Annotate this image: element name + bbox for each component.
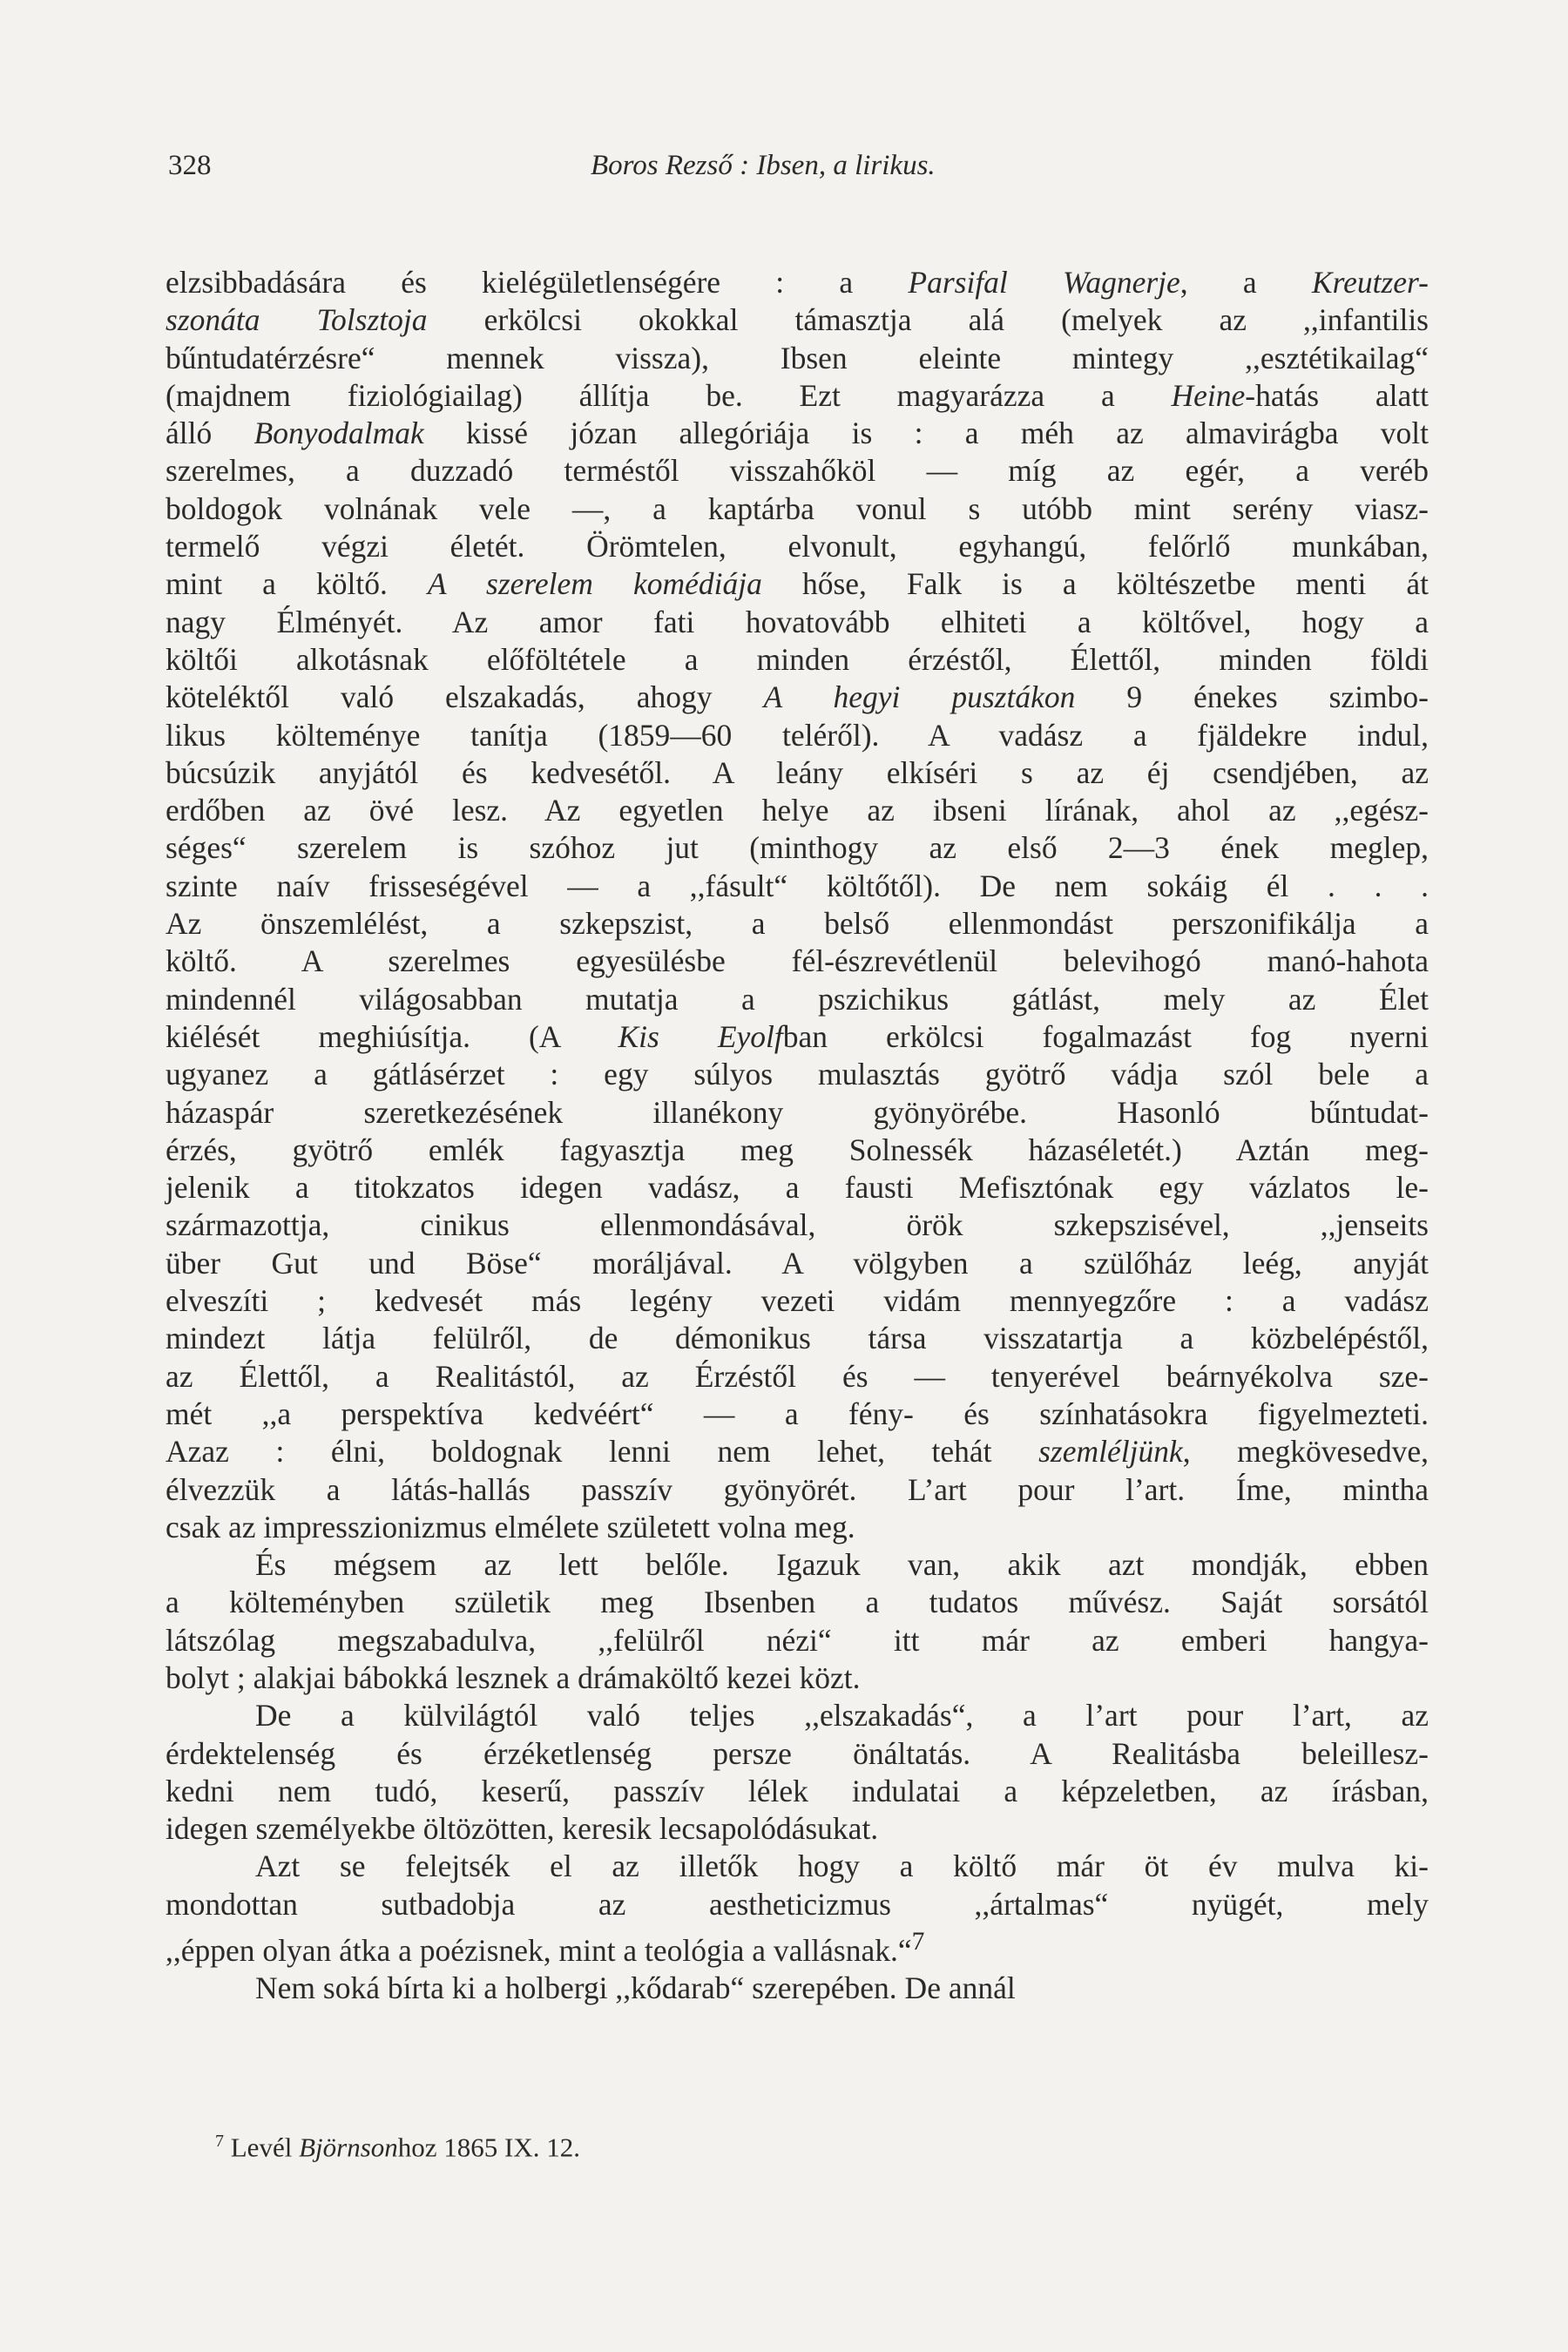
text-segment: érdektelenség és érzéketlenség persze önáltatás. A Realitásba beleillesz-	[166, 1735, 1429, 1771]
text-segment: De a külvilágtól való teljes ,,elszakadás“, a l’art pour l’art, az	[255, 1698, 1429, 1734]
text-line	[166, 1245, 1429, 1282]
text-segment: , a	[1179, 265, 1312, 300]
text-segment: mindennél világosabban mutatja a pszichikus gátlást, mely az Élet	[166, 981, 1429, 1017]
text-line	[166, 565, 1429, 603]
italic-segment: A hegyi pusztákon	[763, 679, 1076, 715]
text-line	[166, 301, 1429, 339]
text-segment: ugyanez a gátlásérzet : egy súlyos mulasztás gyötrő vádja szól bele a	[166, 1057, 1429, 1092]
text-line	[166, 1018, 1429, 1056]
italic-segment: A szerelem komédiája	[427, 566, 762, 602]
text-segment: szinte naív frisseségével — a ,,fásult“ költőtől). De nem sokáig él . . .	[166, 868, 1429, 903]
text-line	[166, 452, 1429, 490]
text-line	[166, 1396, 1429, 1433]
text-line	[166, 792, 1429, 829]
text-segment: , megkövesedve,	[1182, 1434, 1429, 1470]
text-segment: kissé józan allegóriája is : a méh az almavirágba volt	[423, 416, 1429, 451]
text-line	[166, 641, 1429, 679]
text-line	[166, 490, 1429, 528]
text-line	[166, 868, 1429, 905]
italic-segment: szemléljünk	[1038, 1434, 1183, 1470]
text-line	[166, 1433, 1429, 1470]
text-segment: Nem soká bírta ki a holbergi ,,kődarab“ szerepében. De annál	[255, 1970, 1016, 2006]
italic-segment: Bonyodalmak	[253, 416, 424, 451]
italic-segment: Heine	[1171, 377, 1246, 413]
text-segment: mét ,,a perspektíva kedvéért“ — a fény- és színhatásokra figyelmezteti.	[166, 1396, 1429, 1431]
text-line	[166, 1546, 1429, 1584]
text-segment: séges“ szerelem is szóhoz jut (minthogy az első 2—3 ének meglep,	[166, 830, 1429, 866]
footnote-text-after: hoz 1865 IX. 12.	[397, 2132, 580, 2163]
text-segment: kiélését meghiúsítja. (A	[166, 1018, 618, 1054]
text-line	[166, 1056, 1429, 1093]
text-segment: mint a költő.	[166, 566, 428, 602]
text-segment: Azaz : élni, boldognak lenni nem lehet, tehát	[166, 1434, 1039, 1470]
text-line	[166, 1169, 1429, 1206]
text-segment: erdőben az övé lesz. Az egyetlen helye az ibseni lírának, ahol az ,,egész-	[166, 793, 1429, 828]
text-line	[166, 1773, 1429, 1810]
footnote	[215, 2132, 580, 2163]
footnote-italic: Björnson	[299, 2132, 398, 2163]
text-segment: ban erkölcsi fogalmazást fog nyerni	[782, 1018, 1429, 1054]
text-segment: über Gut und Böse“ moráljával. A völgyben a szülőház leég, anyját	[166, 1245, 1429, 1281]
text-segment: házaspár szeretkezésének illanékony gyönyörébe. Hasonló bűntudat-	[166, 1094, 1429, 1130]
text-segment: termelő végzi életét. Örömtelen, elvonult, egyhangú, felőrlő munkában,	[166, 529, 1429, 564]
text-line	[166, 981, 1429, 1018]
text-segment: ,,éppen olyan átka a poézisnek, mint a teológia a vallásnak.“	[166, 1932, 912, 1968]
text-segment: Azt se felejtsék el az illetők hogy a költő már öt év mulva ki-	[255, 1848, 1429, 1884]
italic-segment: Parsifal Wagnerje	[908, 265, 1180, 300]
text-segment: jelenik a titokzatos idegen vadász, a fausti Mefisztónak egy vázlatos le-	[166, 1170, 1429, 1206]
text-line	[166, 264, 1429, 301]
text-segment: kedni nem tudó, keserű, passzív lélek indulatai a képzeletben, az írásban,	[166, 1773, 1429, 1808]
running-header: Boros Rezső : Ibsen, a lirikus.	[591, 150, 936, 181]
text-line	[166, 1206, 1429, 1244]
italic-segment: Kreutzer-	[1311, 265, 1429, 300]
text-line	[166, 1848, 1429, 1885]
text-line	[166, 905, 1429, 943]
text-line	[166, 1923, 1429, 1970]
text-segment: És mégsem az lett belőle. Igazuk van, akik azt mondják, ebben	[255, 1547, 1429, 1583]
text-line	[166, 340, 1429, 377]
text-line	[166, 1509, 1429, 1546]
text-segment: a költeményben születik meg Ibsenben a tudatos művész. Saját sorsától	[166, 1585, 1429, 1620]
text-line	[166, 1735, 1429, 1773]
text-line	[166, 1094, 1429, 1132]
text-segment: hőse, Falk is a költészetbe menti át	[761, 566, 1429, 602]
text-segment: Az önszemlélést, a szkepszist, a belső ellenmondást perszonifikálja a	[166, 906, 1429, 942]
text-segment: szerelmes, a duzzadó terméstől visszahőköl — míg az egér, a veréb	[166, 453, 1429, 489]
text-line	[166, 1970, 1429, 2007]
text-line	[166, 1132, 1429, 1169]
text-segment: nagy Élményét. Az amor fati hovatovább elhiteti a költővel, hogy a	[166, 604, 1429, 639]
text-segment: látszólag megszabadulva, ,,felülről nézi“ itt már az emberi hangya-	[166, 1622, 1429, 1658]
italic-segment: szonáta Tolsztoja	[166, 302, 428, 338]
text-line	[166, 528, 1429, 565]
text-segment: (majdnem fiziológiailag) állítja be. Ezt magyarázza a	[166, 377, 1172, 413]
text-line	[166, 754, 1429, 792]
text-segment: elveszíti ; kedvesét más legény vezeti vidám mennyegzőre : a vadász	[166, 1283, 1429, 1319]
text-segment: élvezzük a látás-hallás passzív gyönyörét. L’art pour l’art. Íme, mintha	[166, 1471, 1429, 1507]
text-segment: bolyt ; alakjai bábokká lesznek a drámaköltő kezei közt.	[166, 1659, 861, 1695]
footnote-marker: 7	[215, 2132, 224, 2151]
text-segment: álló	[166, 416, 254, 451]
text-segment: elzsibbadására és kielégületlenségére : a	[166, 265, 909, 300]
text-segment: mondottan sutbadobja az aestheticizmus ,,ártalmas“ nyügét, mely	[166, 1886, 1429, 1922]
text-segment: bűntudatérzésre“ mennek vissza), Ibsen eleinte mintegy ,,esztétikailag“	[166, 340, 1429, 375]
text-line	[166, 1584, 1429, 1621]
footnote-reference: 7	[911, 1928, 925, 1957]
body-text	[166, 264, 1429, 2007]
text-segment: költői alkotásnak előföltétele a minden érzéstől, Élettől, minden földi	[166, 641, 1429, 677]
text-segment: búcsúzik anyjától és kedvesétől. A leány elkíséri s az éj csendjében, az	[166, 754, 1429, 790]
text-segment: csak az impresszionizmus elmélete született volna meg.	[166, 1509, 855, 1544]
text-line	[166, 1659, 1429, 1697]
footnote-text-before: Levél	[230, 2132, 300, 2163]
text-line	[166, 943, 1429, 980]
text-segment: erkölcsi okokkal támasztja alá (melyek az ,,infantilis	[427, 302, 1429, 338]
text-segment: az Élettől, a Realitástól, az Érzéstől és — tenyerével beárnyékolva sze-	[166, 1358, 1429, 1394]
text-line	[166, 1320, 1429, 1357]
text-line	[166, 1697, 1429, 1734]
text-line	[166, 1622, 1429, 1659]
text-segment: idegen személyekbe öltözötten, keresik lecsapolódásukat.	[166, 1811, 879, 1847]
text-segment: mindezt látja felülről, de démonikus társa visszatartja a közbelépéstől,	[166, 1321, 1429, 1356]
page-number: 328	[168, 150, 212, 181]
text-line	[166, 679, 1429, 716]
text-line	[166, 717, 1429, 754]
text-line	[166, 415, 1429, 452]
text-line	[166, 1358, 1429, 1396]
italic-segment: Kis Eyolf	[618, 1018, 783, 1054]
text-line	[166, 1810, 1429, 1848]
text-line	[166, 1471, 1429, 1509]
text-line	[166, 604, 1429, 641]
text-line	[166, 829, 1429, 867]
text-segment: likus költeménye tanítja (1859—60 teléről). A vadász a fjäldekre indul,	[166, 717, 1429, 753]
text-segment: érzés, gyötrő emlék fagyasztja meg Solnessék házaséletét.) Aztán meg-	[166, 1132, 1429, 1167]
text-segment: boldogok volnának vele —, a kaptárba vonul s utóbb mint serény viasz-	[166, 490, 1429, 526]
text-segment: költő. A szerelmes egyesülésbe fél-észrevétlenül belevihogó manó-hahota	[166, 943, 1429, 979]
text-segment: -hatás alatt	[1245, 377, 1429, 413]
text-segment: 9 énekes szimbo-	[1075, 679, 1429, 715]
text-segment: származottja, cinikus ellenmondásával, örök szkepszisével, ,,jenseits	[166, 1207, 1429, 1243]
text-segment: köteléktől való elszakadás, ahogy	[166, 679, 764, 715]
text-line	[166, 377, 1429, 415]
text-line	[166, 1886, 1429, 1923]
text-line	[166, 1282, 1429, 1320]
